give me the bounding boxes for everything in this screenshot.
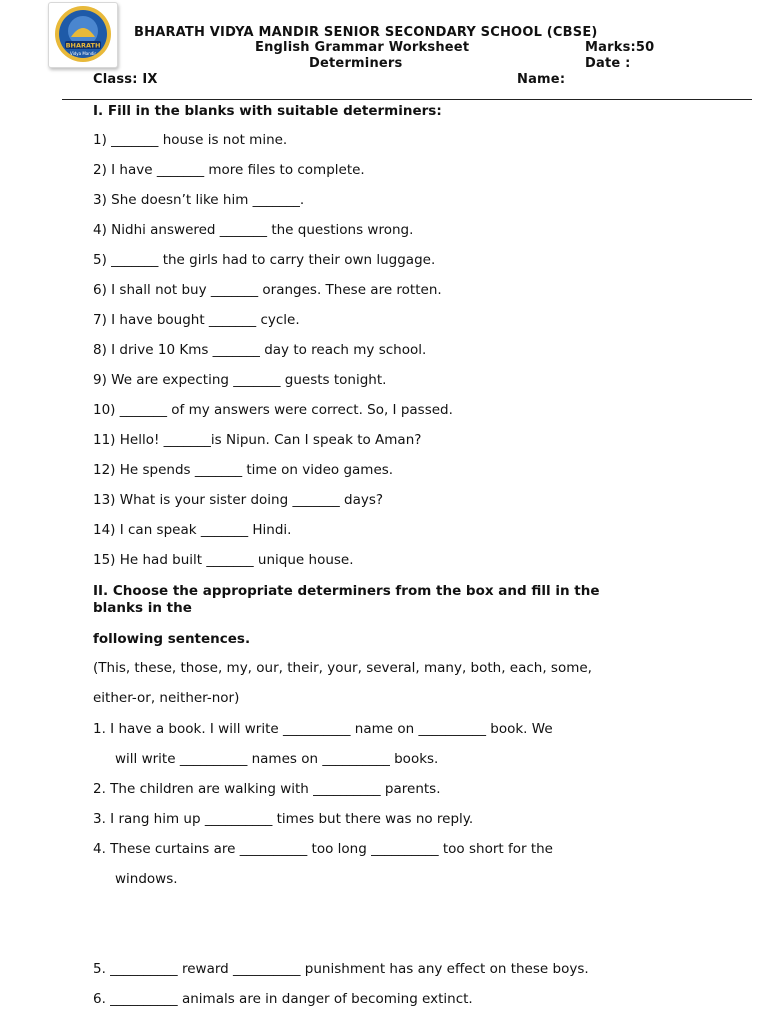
options-list: (This, these, those, my, our, their, your, several, many, both, each, some, — [93, 660, 592, 676]
question-item: 14) I can speak _______ Hindi. — [93, 522, 292, 538]
question-item: 6. __________ animals are in danger of becoming extinct. — [93, 991, 473, 1007]
question-item: 1. I have a book. I will write __________ name on __________ book. We — [93, 721, 553, 737]
section2-title: II. Choose the appropriate determiners from the box and fill in the — [93, 583, 600, 599]
question-item: 2. The children are walking with __________ parents. — [93, 781, 441, 797]
question-item: 4) Nidhi answered _______ the questions wrong. — [93, 222, 414, 238]
question-item: 5. __________ reward __________ punishment has any effect on these boys. — [93, 961, 589, 977]
question-item: 1) _______ house is not mine. — [93, 132, 288, 148]
question-item: 7) I have bought _______ cycle. — [93, 312, 300, 328]
marks-label: Marks:50 — [585, 40, 655, 55]
question-item: 3) She doesn’t like him _______. — [93, 192, 305, 208]
question-item: 6) I shall not buy _______ oranges. These are rotten. — [93, 282, 442, 298]
logo-text: BHARATH — [65, 41, 101, 50]
section2-title-cont: blanks in the — [93, 600, 192, 616]
header-divider — [62, 99, 752, 100]
question-item: 9) We are expecting _______ guests tonight. — [93, 372, 387, 388]
question-item-cont: will write __________ names on __________ books. — [115, 751, 439, 767]
section2-title-cont: following sentences. — [93, 631, 251, 647]
question-item: 15) He had built _______ unique house. — [93, 552, 354, 568]
date-label: Date : — [585, 56, 631, 71]
name-label: Name: — [517, 72, 566, 87]
question-item-cont: windows. — [115, 871, 178, 887]
topic-title: Determiners — [309, 56, 403, 71]
section1-title: I. Fill in the blanks with suitable determiners: — [93, 103, 442, 119]
question-item: 5) _______ the girls had to carry their own luggage. — [93, 252, 436, 268]
school-name: BHARATH VIDYA MANDIR SENIOR SECONDARY SCHOOL (CBSE) — [134, 25, 598, 40]
question-item: 10) _______ of my answers were correct. So, I passed. — [93, 402, 453, 418]
question-item: 8) I drive 10 Kms _______ day to reach my school. — [93, 342, 427, 358]
question-item: 2) I have _______ more files to complete. — [93, 162, 365, 178]
question-item: 11) Hello! _______is Nipun. Can I speak to Aman? — [93, 432, 422, 448]
logo-subtext: Vidya Mandir — [69, 51, 97, 56]
school-logo — [48, 2, 118, 68]
question-item: 3. I rang him up __________ times but there was no reply. — [93, 811, 474, 827]
worksheet-title: English Grammar Worksheet — [255, 40, 470, 55]
question-item: 12) He spends _______ time on video games. — [93, 462, 394, 478]
question-item: 4. These curtains are __________ too long __________ too short for the — [93, 841, 553, 857]
question-item: 13) What is your sister doing _______ days? — [93, 492, 384, 508]
options-list-cont: either-or, neither-nor) — [93, 690, 240, 706]
class-label: Class: IX — [93, 72, 158, 87]
